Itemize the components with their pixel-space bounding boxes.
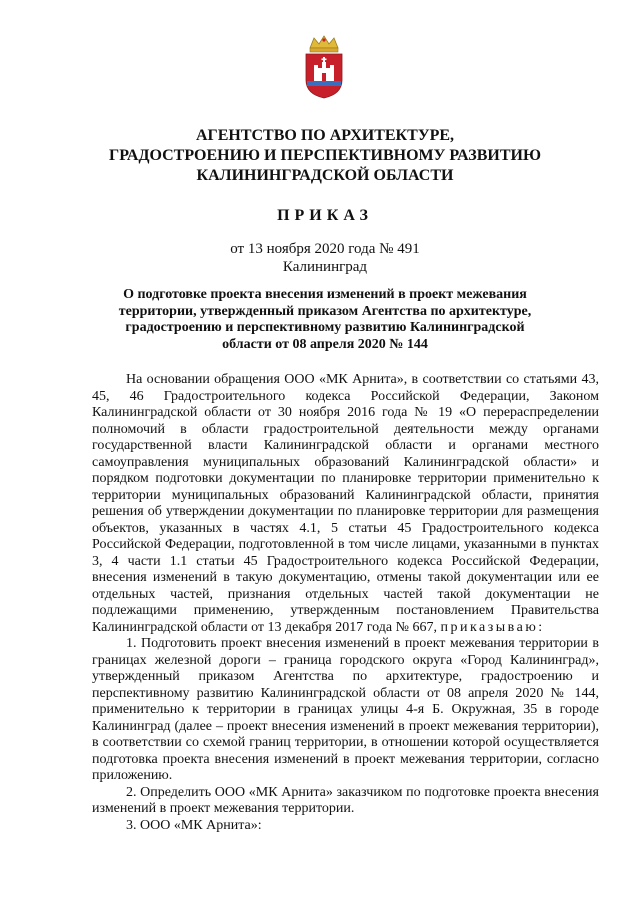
preamble-paragraph bbox=[92, 372, 599, 636]
item-3-paragraph: 3. ООО «МК Арнита»: bbox=[126, 817, 262, 833]
order-meta bbox=[60, 240, 590, 276]
order-body bbox=[92, 372, 599, 834]
command-word: приказываю: bbox=[440, 619, 545, 635]
item-2-paragraph: 2. Определить ООО «МК Арнита» заказчиком по подготовке проекта внесения изменений в проект межевания территории. bbox=[92, 784, 599, 816]
preamble-text: На основании обращения ООО «МК Арнита», в соответствии со статьями 43, 45, 46 Градостроительного кодекса Российской Федерации, Законом Калининградской области от 30 ноября 2016 года № 19 «О перераспределении полномочий в области градостроительной деятельности между органами государственной власти Калининградской области и органами местного самоуправления муниципальных образований Калининградской области» и порядком подготовки документации по планировке территории применительно к территории муниципальных образований Калининградской области, принятия решения об утверждении документации по планировке территории для размещения объектов, указанных в частях 4.1, 5 статьи 45 Градостроительного кодекса Российской Федерации, подготовленной в том числе лицами, указанными в пунктах 3, 4 части 1.1 статьи 45 Градостроительного кодекса Российской Федерации, внесения изменений в такую документацию, отмены такой документации или ее отдельных частей, признания отдельных частей такой документации не подлежащими применению, утвержденным постановлением Правительства Калининградской области от 13 декабря 2017 года № 667, bbox=[92, 372, 599, 635]
agency-title-line-3: КАЛИНИНГРАДСКОЙ ОБЛАСТИ bbox=[196, 167, 454, 184]
agency-title-line-2: ГРАДОСТРОЕНИЮ И ПЕРСПЕКТИВНОМУ РАЗВИТИЮ bbox=[109, 147, 541, 164]
order-subject: О подготовке проекта внесения изменений в проект межевания территории, утвержденный приказом Агентства по архитектуре, градостроению и перспективному развитию Калининградской области от 08 апреля 2020 № 144 bbox=[118, 287, 532, 352]
agency-title-line-1: АГЕНТСТВО ПО АРХИТЕКТУРЕ, bbox=[195, 127, 455, 144]
item-1-paragraph: 1. Подготовить проект внесения изменений в проект межевания территории в границах железной дороги – граница городского округа «Город Калининград», утвержденный приказом Агентства по архитектуре, градостроению и перспективному развитию Калининградской области от 08 апреля 2020 № 144, применительно к территории в границах улицы 4-я Б. Окружная, 35 в городе Калининград (далее – проект внесения изменений в проект межевания территории), в соответствии со схемой границ территории, в отношении которой осуществляется подготовка проекта внесения изменений в проект межевания территории, согласно приложению. bbox=[92, 636, 599, 783]
order-title: ПРИКАЗ bbox=[277, 207, 373, 224]
order-date-number: от 13 ноября 2020 года № 491 bbox=[230, 241, 420, 257]
coat-of-arms-icon bbox=[302, 34, 346, 100]
order-city: Калининград bbox=[282, 259, 368, 275]
agency-title bbox=[60, 126, 590, 186]
